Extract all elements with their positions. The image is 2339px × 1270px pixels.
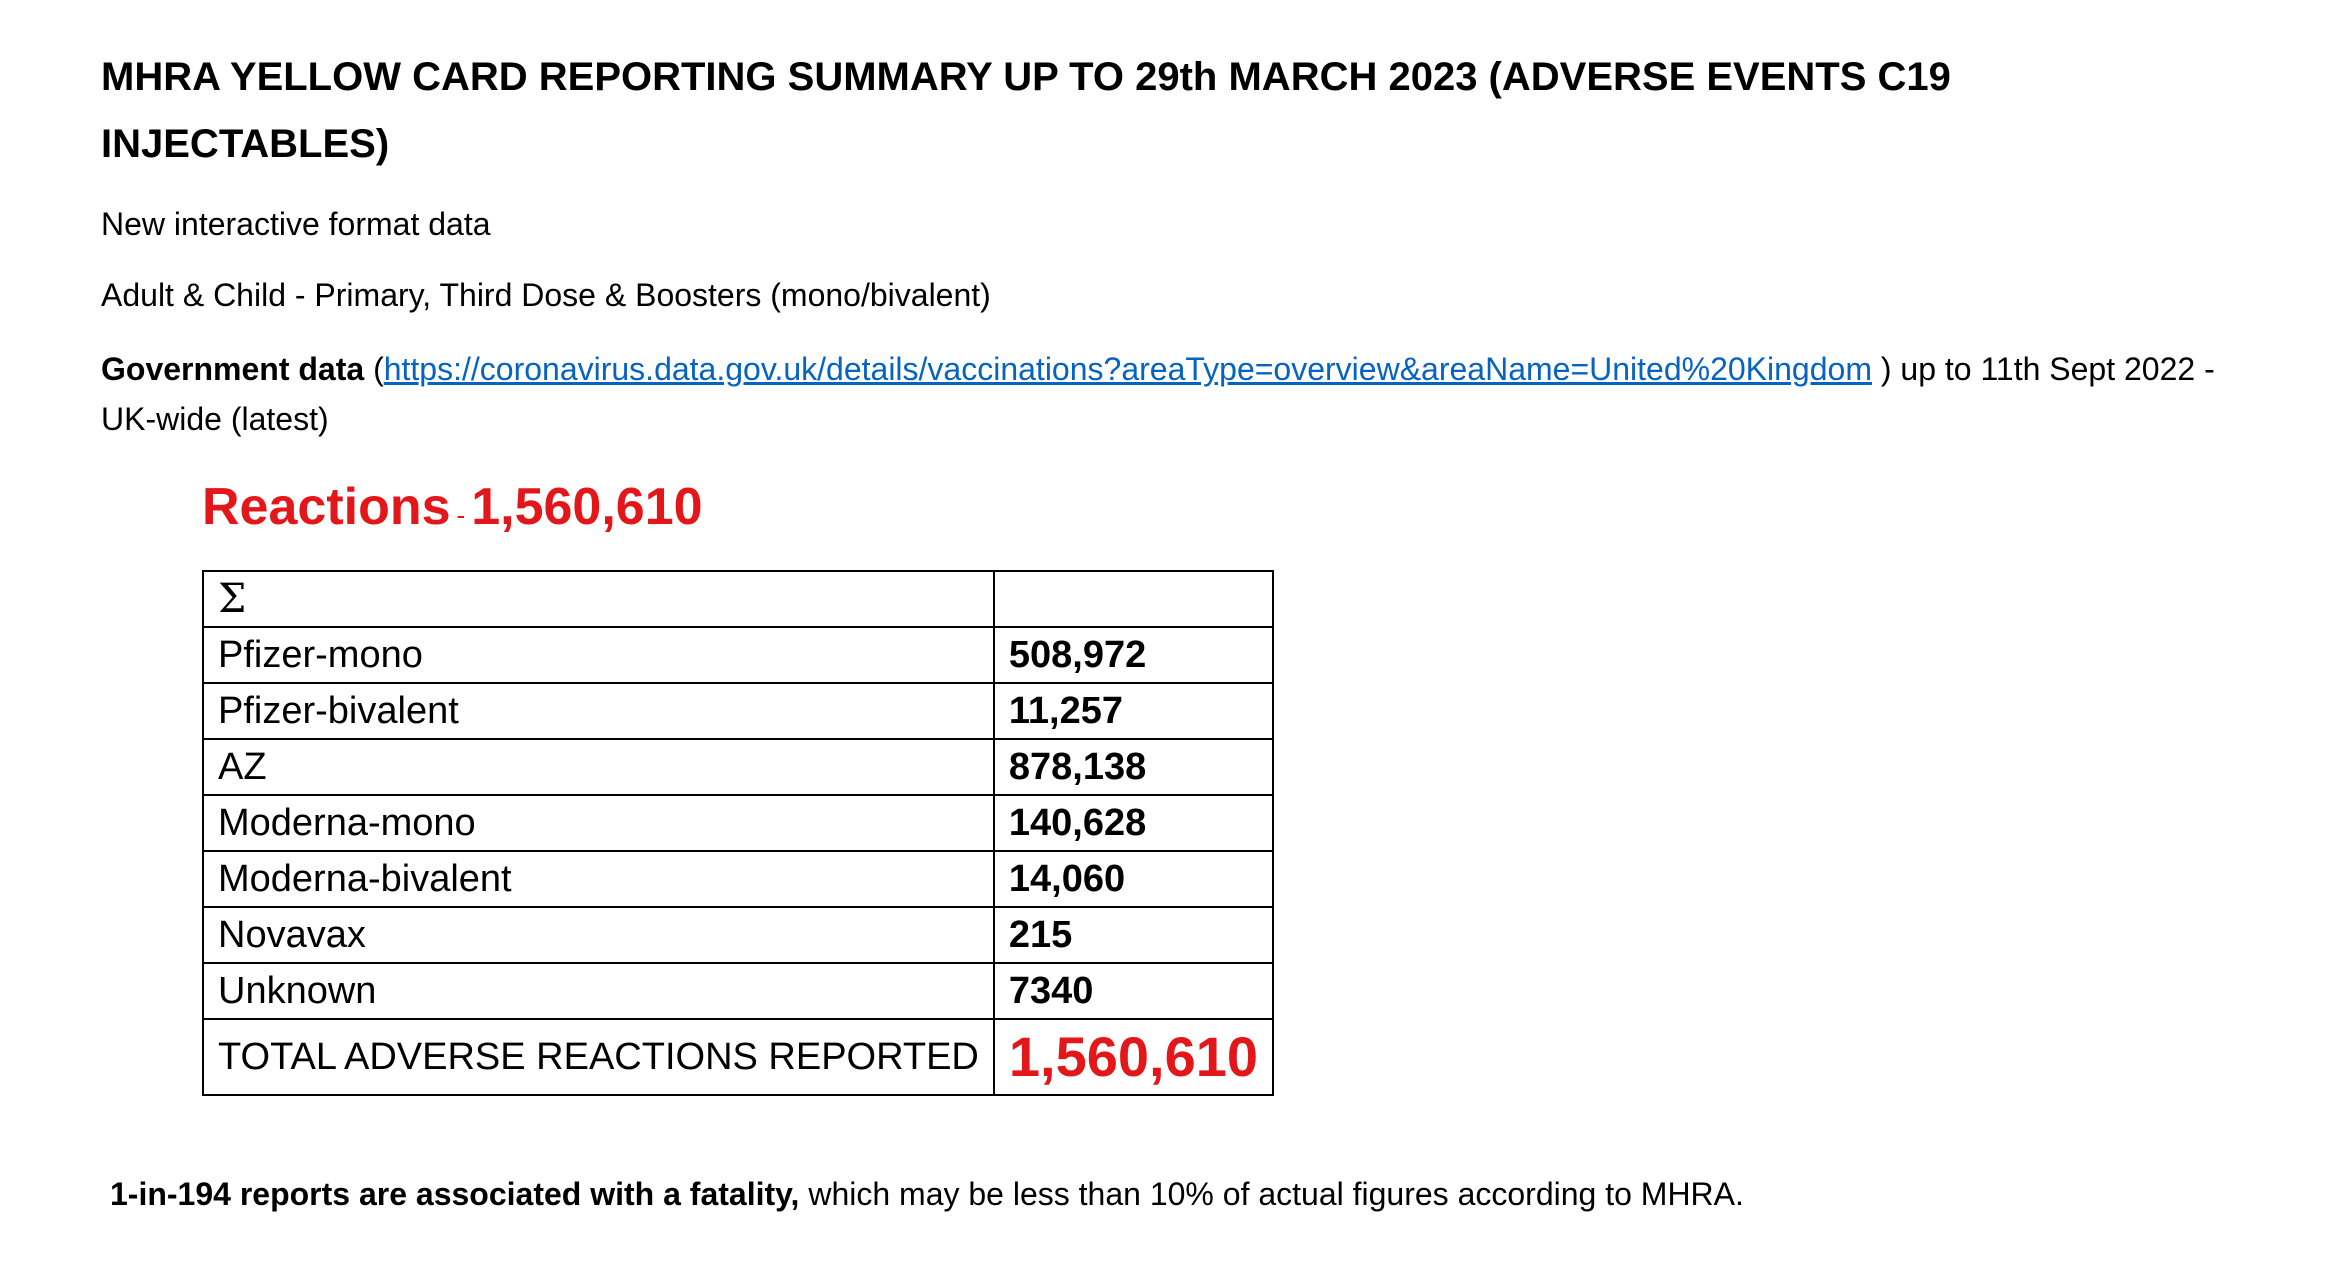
reaction-count-cell: 11,257 xyxy=(994,683,1273,739)
vaccine-name-cell: Unknown xyxy=(203,963,994,1019)
total-value-cell: 1,560,610 xyxy=(994,1019,1273,1095)
reaction-count-cell: 215 xyxy=(994,907,1273,963)
vaccine-name-cell: Pfizer-mono xyxy=(203,627,994,683)
total-label-cell: TOTAL ADVERSE REACTIONS REPORTED xyxy=(203,1019,994,1095)
table-row xyxy=(203,627,1273,683)
table-total-row xyxy=(203,1019,1273,1095)
table-header-row xyxy=(203,571,1273,627)
table-row xyxy=(203,683,1273,739)
government-data-open-paren: ( xyxy=(364,351,384,387)
table-row xyxy=(203,963,1273,1019)
table-row xyxy=(203,907,1273,963)
vaccine-name-cell: Moderna-bivalent xyxy=(203,851,994,907)
table-header-value-cell xyxy=(994,571,1273,627)
reaction-count-cell: 140,628 xyxy=(994,795,1273,851)
vaccine-name-cell: AZ xyxy=(203,739,994,795)
government-data-note xyxy=(101,344,2241,444)
subtitle-format: New interactive format data xyxy=(101,206,491,242)
government-data-date-range: ) up to 11th Sept 2022 - UK-wide (latest) xyxy=(101,351,2215,437)
reactions-dash: - xyxy=(456,500,466,530)
table-row xyxy=(203,795,1273,851)
reactions-heading xyxy=(202,472,703,550)
table-header-cell xyxy=(203,571,994,627)
page-title: MHRA YELLOW CARD REPORTING SUMMARY UP TO 29th MARCH 2023 (ADVERSE EVENTS C19 INJECTABLES) xyxy=(101,55,1951,166)
sigma-symbol: Σ xyxy=(218,575,247,622)
vaccine-name-cell: Pfizer-bivalent xyxy=(203,683,994,739)
reaction-count-cell: 7340 xyxy=(994,963,1273,1019)
reactions-table xyxy=(202,570,1274,1096)
table-row xyxy=(203,739,1273,795)
reaction-count-cell: 878,138 xyxy=(994,739,1273,795)
reactions-total: 1,560,610 xyxy=(471,478,703,536)
vaccine-name-cell: Moderna-mono xyxy=(203,795,994,851)
vaccine-name-cell: Novavax xyxy=(203,907,994,963)
government-data-label: Government data xyxy=(101,351,365,387)
subtitle-population: Adult & Child - Primary, Third Dose & Boosters (mono/bivalent) xyxy=(101,277,991,313)
table-row xyxy=(203,851,1273,907)
fatality-note-rest: which may be less than 10% of actual figures according to MHRA. xyxy=(799,1176,1744,1212)
reaction-count-cell: 508,972 xyxy=(994,627,1273,683)
reaction-count-cell: 14,060 xyxy=(994,851,1273,907)
government-data-link[interactable]: https://coronavirus.data.gov.uk/details/vaccinations?areaType=overview&areaName=United%20Kingdom xyxy=(383,351,1872,387)
fatality-note-bold: 1-in-194 reports are associated with a fatality, xyxy=(110,1176,800,1212)
reactions-label: Reactions xyxy=(202,478,451,536)
fatality-note xyxy=(110,1170,1744,1218)
